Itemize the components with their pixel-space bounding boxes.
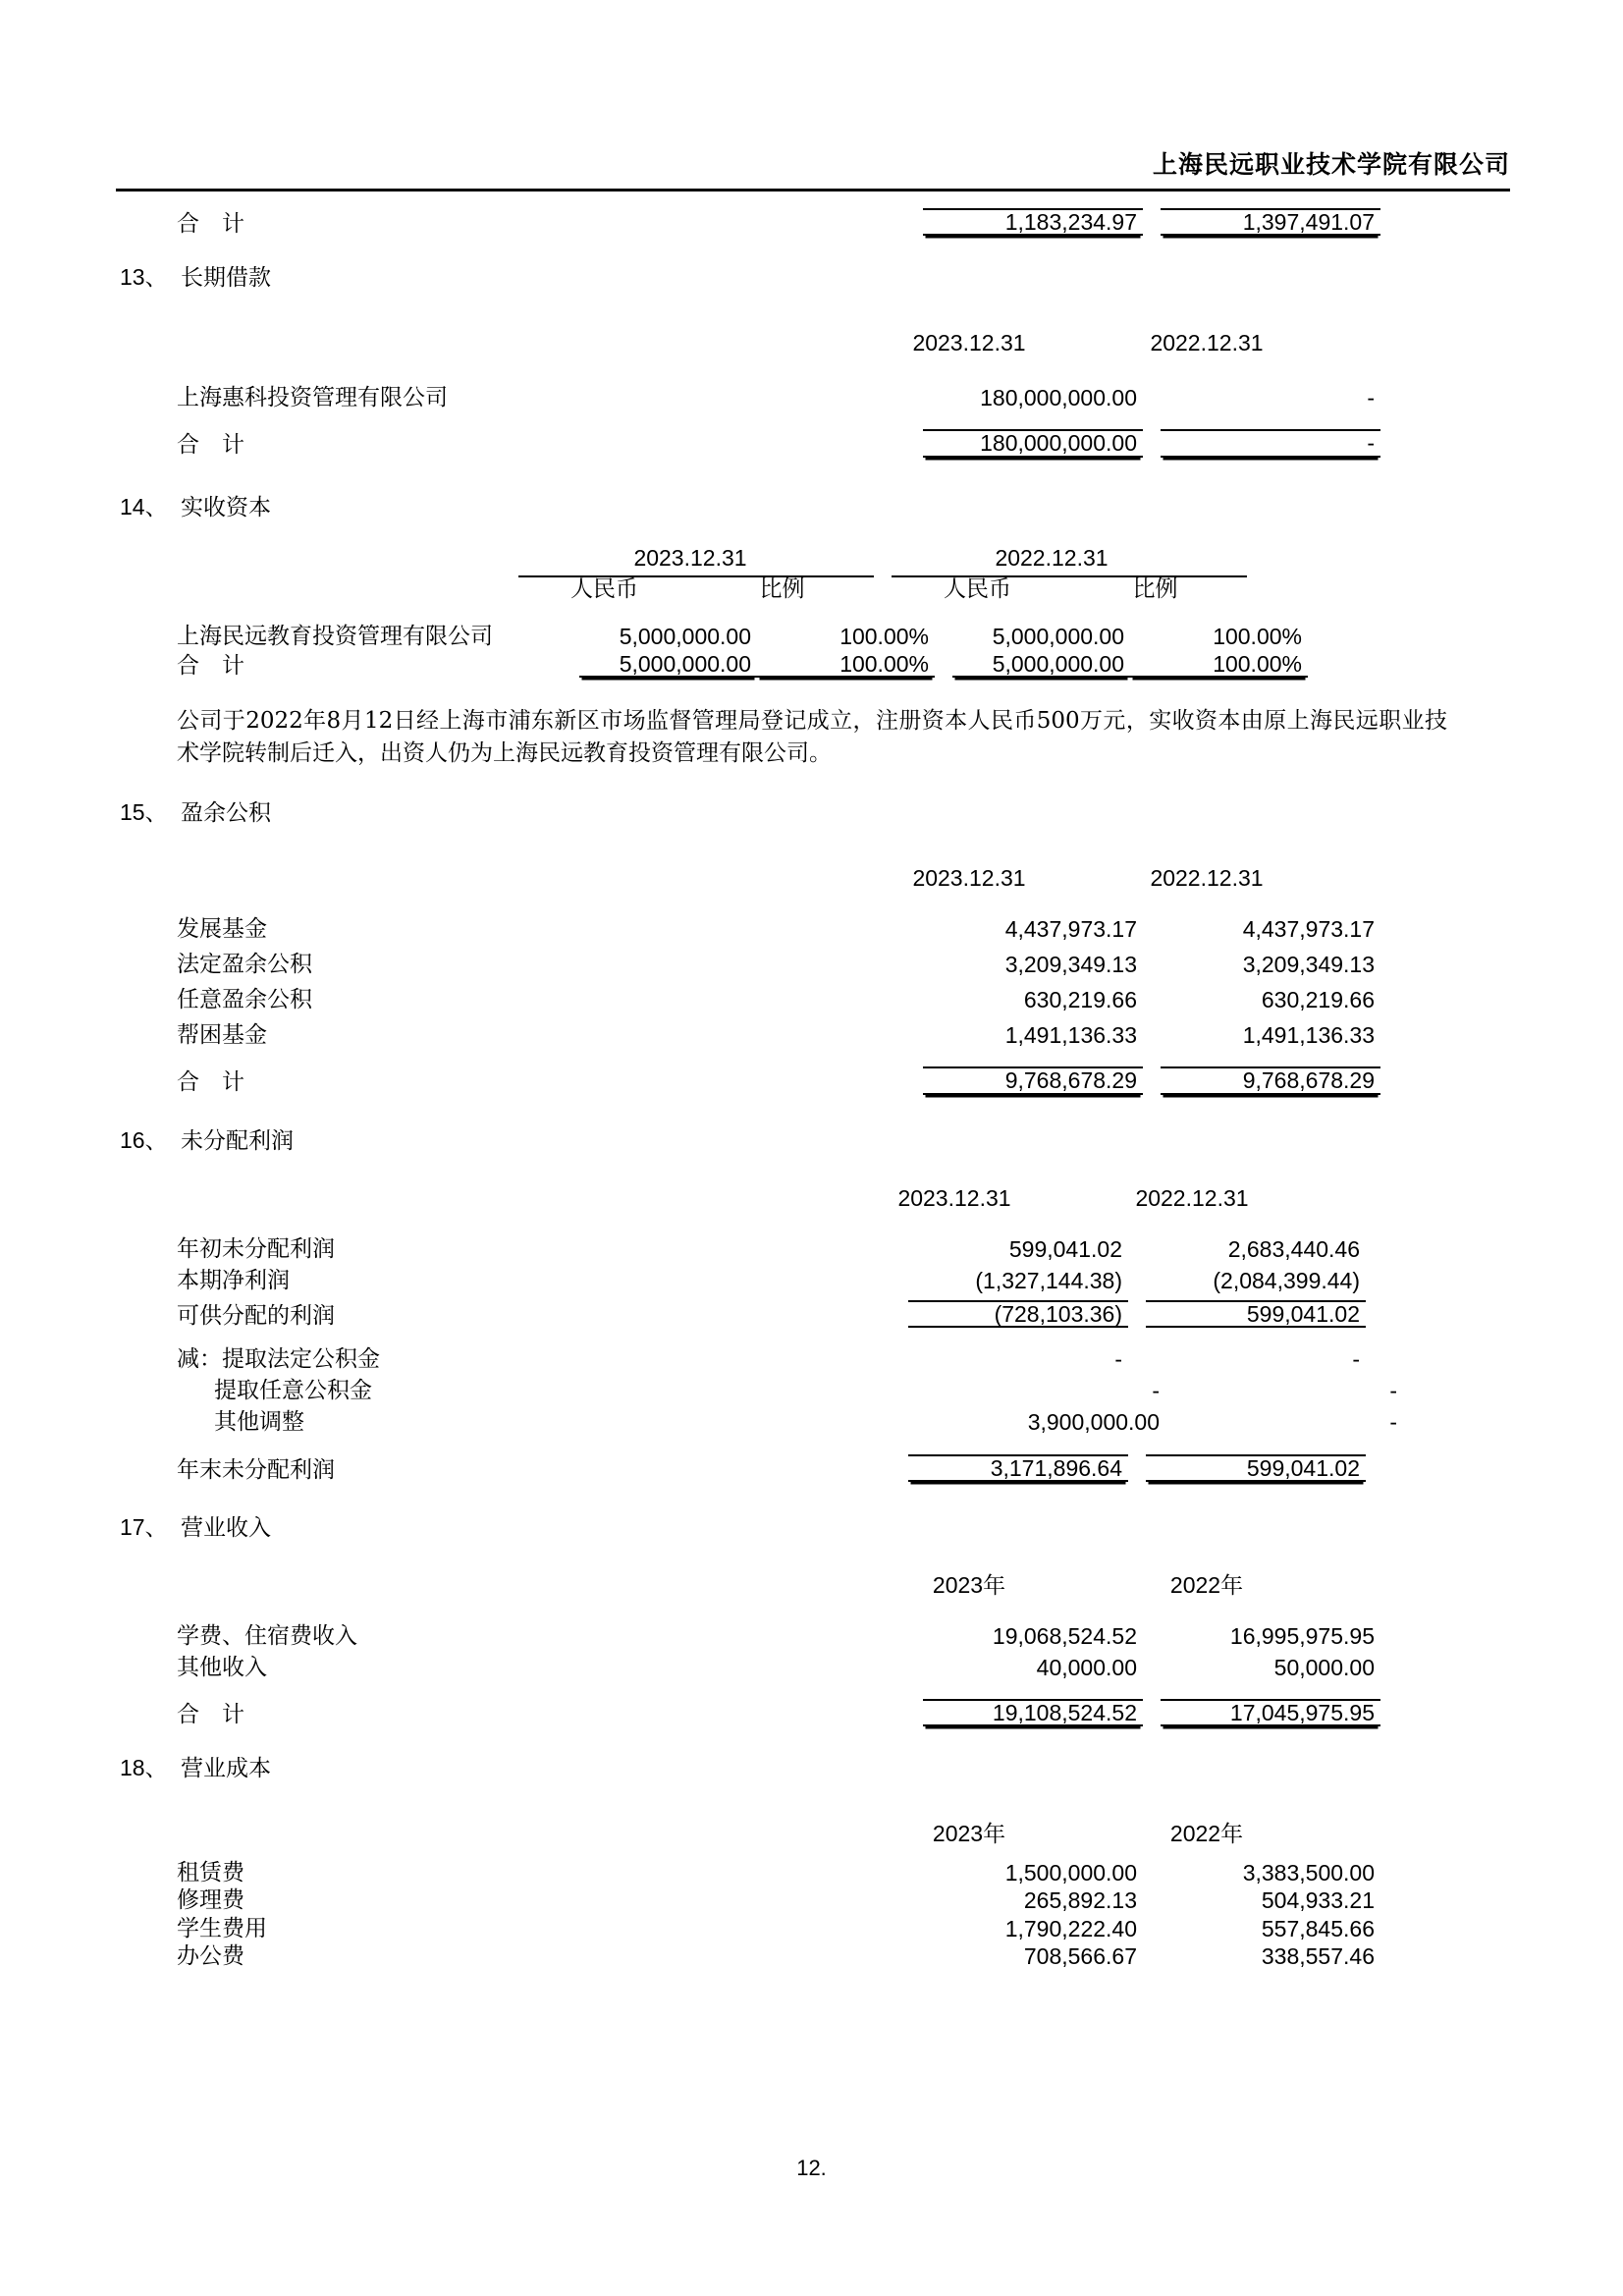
section-title-15: 盈余公积 [181, 799, 271, 826]
section-16-header-2023: 2023.12.31 [897, 1184, 1011, 1211]
spacer [116, 355, 1510, 386]
section-15-row-0-2022: 4,437,973.17 [1242, 915, 1375, 942]
spacer [116, 1542, 1510, 1573]
section-16-deduct-1-label: 提取任意公积金 [214, 1378, 372, 1404]
spacer [116, 601, 1510, 625]
spacer [116, 1292, 1510, 1300]
section-13-header-2023: 2023.12.31 [912, 330, 1026, 356]
section-13-total-2023: 180,000,000.00 [923, 429, 1143, 457]
table-row [116, 1624, 1510, 1648]
section-15-row-3-label: 帮困基金 [177, 1022, 267, 1049]
table-row [116, 1237, 1510, 1261]
spacer [116, 827, 1510, 866]
section-18-row-0-2023: 1,500,000.00 [1004, 1860, 1137, 1886]
section-number-16: 16、 [120, 1126, 168, 1153]
section-title-16: 未分配利润 [181, 1127, 294, 1154]
section-15-total-label: 合 计 [177, 1069, 244, 1096]
section-16-header-2022: 2022.12.31 [1135, 1184, 1249, 1211]
section-17-row-0-2022: 16,995,975.95 [1229, 1622, 1375, 1649]
section-15-header-2022: 2022.12.31 [1150, 864, 1264, 891]
table-row [116, 1917, 1510, 1941]
section-17-total-row [116, 1699, 1510, 1726]
spacer [116, 410, 1510, 429]
section-15-total-2022: 9,768,678.29 [1161, 1066, 1380, 1094]
section-16-total-2023: 3,171,896.64 [908, 1454, 1128, 1482]
section-16-row-0-2022: 2,683,440.46 [1227, 1235, 1360, 1262]
section-15-row-0-label: 发展基金 [177, 915, 267, 942]
section-18-row-3-2023: 708,566.67 [1023, 1942, 1137, 1969]
table-row [116, 1379, 1510, 1402]
table-row [116, 1944, 1510, 1968]
section-16-deduct-0-2023: - [1114, 1346, 1122, 1373]
section-16-subtotal-label: 可供分配的利润 [177, 1302, 335, 1329]
section-16-subtotal-row [116, 1300, 1510, 1328]
section-16-total-2022: 599,041.02 [1146, 1454, 1366, 1482]
section-16-deduct-1-2023: - [1152, 1378, 1160, 1404]
section-16-deduct-2-2023: 3,900,000.00 [1027, 1409, 1160, 1436]
table-row [116, 1888, 1510, 1912]
document-body [116, 208, 1510, 1968]
section-number-18: 18、 [120, 1755, 168, 1781]
spacer [116, 1597, 1510, 1624]
section-heading-17 [116, 1509, 1510, 1542]
section-16-row-1-label: 本期净利润 [177, 1267, 290, 1293]
section-17-column-header-row [116, 1573, 1510, 1597]
section-17-row-1-label: 其他收入 [177, 1654, 267, 1680]
spacer [116, 890, 1510, 917]
section-14-note-paragraph: 公司于2022年8月12日经上海市浦东新区市场监督管理局登记成立，注册资本人民币500万元，实收资本由原上海民远职业技术学院转制后迁入，出资人仍为上海民远教育投资管理有限公司。 [177, 707, 1447, 767]
section-14-subheader-rmb-2023: 人民币 [518, 575, 696, 601]
section-17-header-2023: 2023年 [932, 1571, 1006, 1598]
table-row [116, 1861, 1510, 1885]
section-16-subtotal-2022: 599,041.02 [1146, 1300, 1366, 1328]
table-row [116, 988, 1510, 1011]
table-row [116, 1269, 1510, 1292]
table-row [116, 1347, 1510, 1371]
section-18-column-header-row [116, 1822, 1510, 1845]
table-row [116, 953, 1510, 976]
section-17-row-0-2023: 19,068,524.52 [992, 1622, 1137, 1649]
spacer [116, 1435, 1510, 1454]
section-18-row-3-2022: 338,557.46 [1261, 1942, 1375, 1969]
section-18-row-3-label: 办公费 [177, 1942, 244, 1969]
section-14-total-rmb-2022: 5,000,000.00 [952, 652, 1130, 678]
section-14-group-header-row [116, 545, 1510, 572]
section-15-row-1-2023: 3,209,349.13 [1004, 951, 1137, 977]
section-title-17: 营业收入 [181, 1514, 271, 1541]
spacer [116, 1095, 1510, 1122]
section-14-group-header-2022: 2022.12.31 [995, 544, 1109, 571]
section-heading-15 [116, 794, 1510, 827]
spacer [116, 458, 1510, 489]
section-16-total-row [116, 1454, 1510, 1482]
section-14-sub-header-row [116, 575, 1510, 601]
page-number: 12. [796, 2156, 827, 2180]
section-17-row-1-2022: 50,000.00 [1273, 1654, 1375, 1680]
section-14-row-0-pct-2023: 100.00% [839, 623, 929, 649]
section-15-row-2-2022: 630,219.66 [1261, 987, 1375, 1013]
section-17-row-1-2023: 40,000.00 [1036, 1654, 1137, 1680]
section-heading-18 [116, 1750, 1510, 1782]
section-number-14: 14、 [120, 493, 168, 519]
section-15-row-2-2023: 630,219.66 [1023, 987, 1137, 1013]
spacer [116, 1726, 1510, 1750]
spacer [116, 1155, 1510, 1186]
table-row [116, 625, 1510, 648]
section-heading-16 [116, 1122, 1510, 1155]
section-16-deduct-0-label: 减：提取法定公积金 [177, 1346, 380, 1373]
section-15-column-header-row [116, 866, 1510, 890]
section-14-subheader-pct-2023: 比例 [696, 575, 874, 601]
section-17-total-2023: 19,108,524.52 [923, 1699, 1143, 1726]
spacer [116, 1328, 1510, 1347]
section-18-row-2-2022: 557,845.66 [1261, 1915, 1375, 1941]
section-14-row-0-rmb-2023: 5,000,000.00 [619, 623, 751, 649]
section-18-row-0-2022: 3,383,500.00 [1242, 1860, 1375, 1886]
section-16-row-1-2022: (2,084,399.44) [1213, 1267, 1360, 1293]
section-14-total-row [116, 652, 1510, 678]
section-18-header-2022: 2022年 [1169, 1821, 1244, 1847]
section-16-deduct-1-2022: - [1389, 1378, 1397, 1404]
section-16-row-1-2023: (1,327,144.38) [975, 1267, 1122, 1293]
section-16-row-0-label: 年初未分配利润 [177, 1235, 335, 1262]
section-15-header-2023: 2023.12.31 [912, 864, 1026, 891]
carryover-total-2023: 1,183,234.97 [923, 208, 1143, 236]
section-16-subtotal-2023: (728,103.36) [908, 1300, 1128, 1328]
section-17-total-2022: 17,045,975.95 [1161, 1699, 1380, 1726]
table-row [116, 1410, 1510, 1434]
table-row [116, 917, 1510, 941]
section-14-group-header-2023: 2023.12.31 [633, 544, 747, 571]
section-16-deduct-0-2022: - [1352, 1346, 1360, 1373]
carryover-total-row [116, 208, 1510, 236]
spacer [116, 678, 1510, 705]
spacer [116, 1047, 1510, 1066]
section-number-13: 13、 [120, 264, 168, 291]
section-18-row-0-label: 租赁费 [177, 1860, 244, 1886]
section-heading-14 [116, 489, 1510, 521]
section-14-subheader-rmb-2022: 人民币 [892, 575, 1069, 601]
section-17-header-2022: 2022年 [1169, 1571, 1244, 1598]
section-14-row-0-label: 上海民远教育投资管理有限公司 [177, 623, 493, 649]
section-13-row-0-label: 上海惠科投资管理有限公司 [177, 385, 448, 411]
spacer [116, 1482, 1510, 1509]
section-number-17: 17、 [120, 1513, 168, 1540]
section-13-total-2022: - [1161, 429, 1380, 457]
section-14-total-rmb-2023: 5,000,000.00 [579, 652, 757, 678]
section-13-total-row [116, 429, 1510, 457]
section-13-total-label: 合 计 [177, 432, 244, 459]
spacer [116, 1402, 1510, 1410]
section-15-row-2-label: 任意盈余公积 [177, 987, 312, 1013]
section-15-row-1-2022: 3,209,349.13 [1242, 951, 1375, 977]
spacer [116, 1210, 1510, 1237]
section-16-deduct-2-2022: - [1389, 1409, 1397, 1436]
section-14-total-pct-2022: 100.00% [1130, 652, 1308, 678]
section-18-row-2-label: 学生费用 [177, 1915, 267, 1941]
section-14-subheader-pct-2022: 比例 [1069, 575, 1247, 601]
section-15-row-3-2022: 1,491,136.33 [1242, 1022, 1375, 1049]
spacer [116, 521, 1510, 545]
section-13-row-0-2023: 180,000,000.00 [980, 385, 1137, 411]
table-row [116, 1656, 1510, 1679]
section-16-row-0-2023: 599,041.02 [1008, 1235, 1122, 1262]
section-18-header-2023: 2023年 [932, 1821, 1006, 1847]
section-15-row-3-2023: 1,491,136.33 [1004, 1022, 1137, 1049]
section-13-column-header-row [116, 331, 1510, 355]
section-18-row-1-label: 修理费 [177, 1887, 244, 1914]
header-divider-rule [116, 189, 1510, 191]
section-14-row-0-rmb-2022: 5,000,000.00 [992, 623, 1124, 649]
section-15-row-0-2023: 4,437,973.17 [1004, 915, 1137, 942]
section-17-total-label: 合 计 [177, 1702, 244, 1728]
section-13-header-2022: 2022.12.31 [1150, 330, 1264, 356]
section-14-row-0-pct-2022: 100.00% [1213, 623, 1302, 649]
section-15-total-row [116, 1066, 1510, 1094]
spacer [116, 1845, 1510, 1861]
spacer [116, 1679, 1510, 1699]
spacer [116, 1782, 1510, 1822]
section-number-15: 15、 [120, 798, 168, 825]
section-18-row-1-2023: 265,892.13 [1023, 1887, 1137, 1914]
section-14-total-pct-2023: 100.00% [757, 652, 935, 678]
spacer [116, 236, 1510, 259]
table-row [116, 386, 1510, 410]
carryover-total-2022: 1,397,491.07 [1161, 208, 1380, 236]
section-13-row-0-2022: - [1367, 385, 1375, 411]
section-15-total-2023: 9,768,678.29 [923, 1066, 1143, 1094]
section-16-deduct-2-label: 其他调整 [214, 1409, 304, 1436]
section-title-14: 实收资本 [181, 494, 271, 520]
spacer [116, 771, 1510, 794]
section-title-18: 营业成本 [181, 1756, 271, 1782]
page-header-company: 上海民远职业技术学院有限公司 [1152, 150, 1510, 179]
section-18-row-1-2022: 504,933.21 [1261, 1887, 1375, 1914]
section-heading-13 [116, 259, 1510, 292]
carryover-total-label: 合 计 [177, 211, 244, 237]
section-18-row-2-2023: 1,790,222.40 [1004, 1915, 1137, 1941]
table-row [116, 1023, 1510, 1047]
section-17-row-0-label: 学费、住宿费收入 [177, 1622, 357, 1649]
section-14-total-label: 合 计 [177, 652, 244, 679]
section-15-row-1-label: 法定盈余公积 [177, 951, 312, 977]
section-16-total-label: 年末未分配利润 [177, 1456, 335, 1483]
section-16-column-header-row [116, 1186, 1510, 1210]
section-title-13: 长期借款 [181, 265, 271, 292]
spacer [116, 292, 1510, 331]
